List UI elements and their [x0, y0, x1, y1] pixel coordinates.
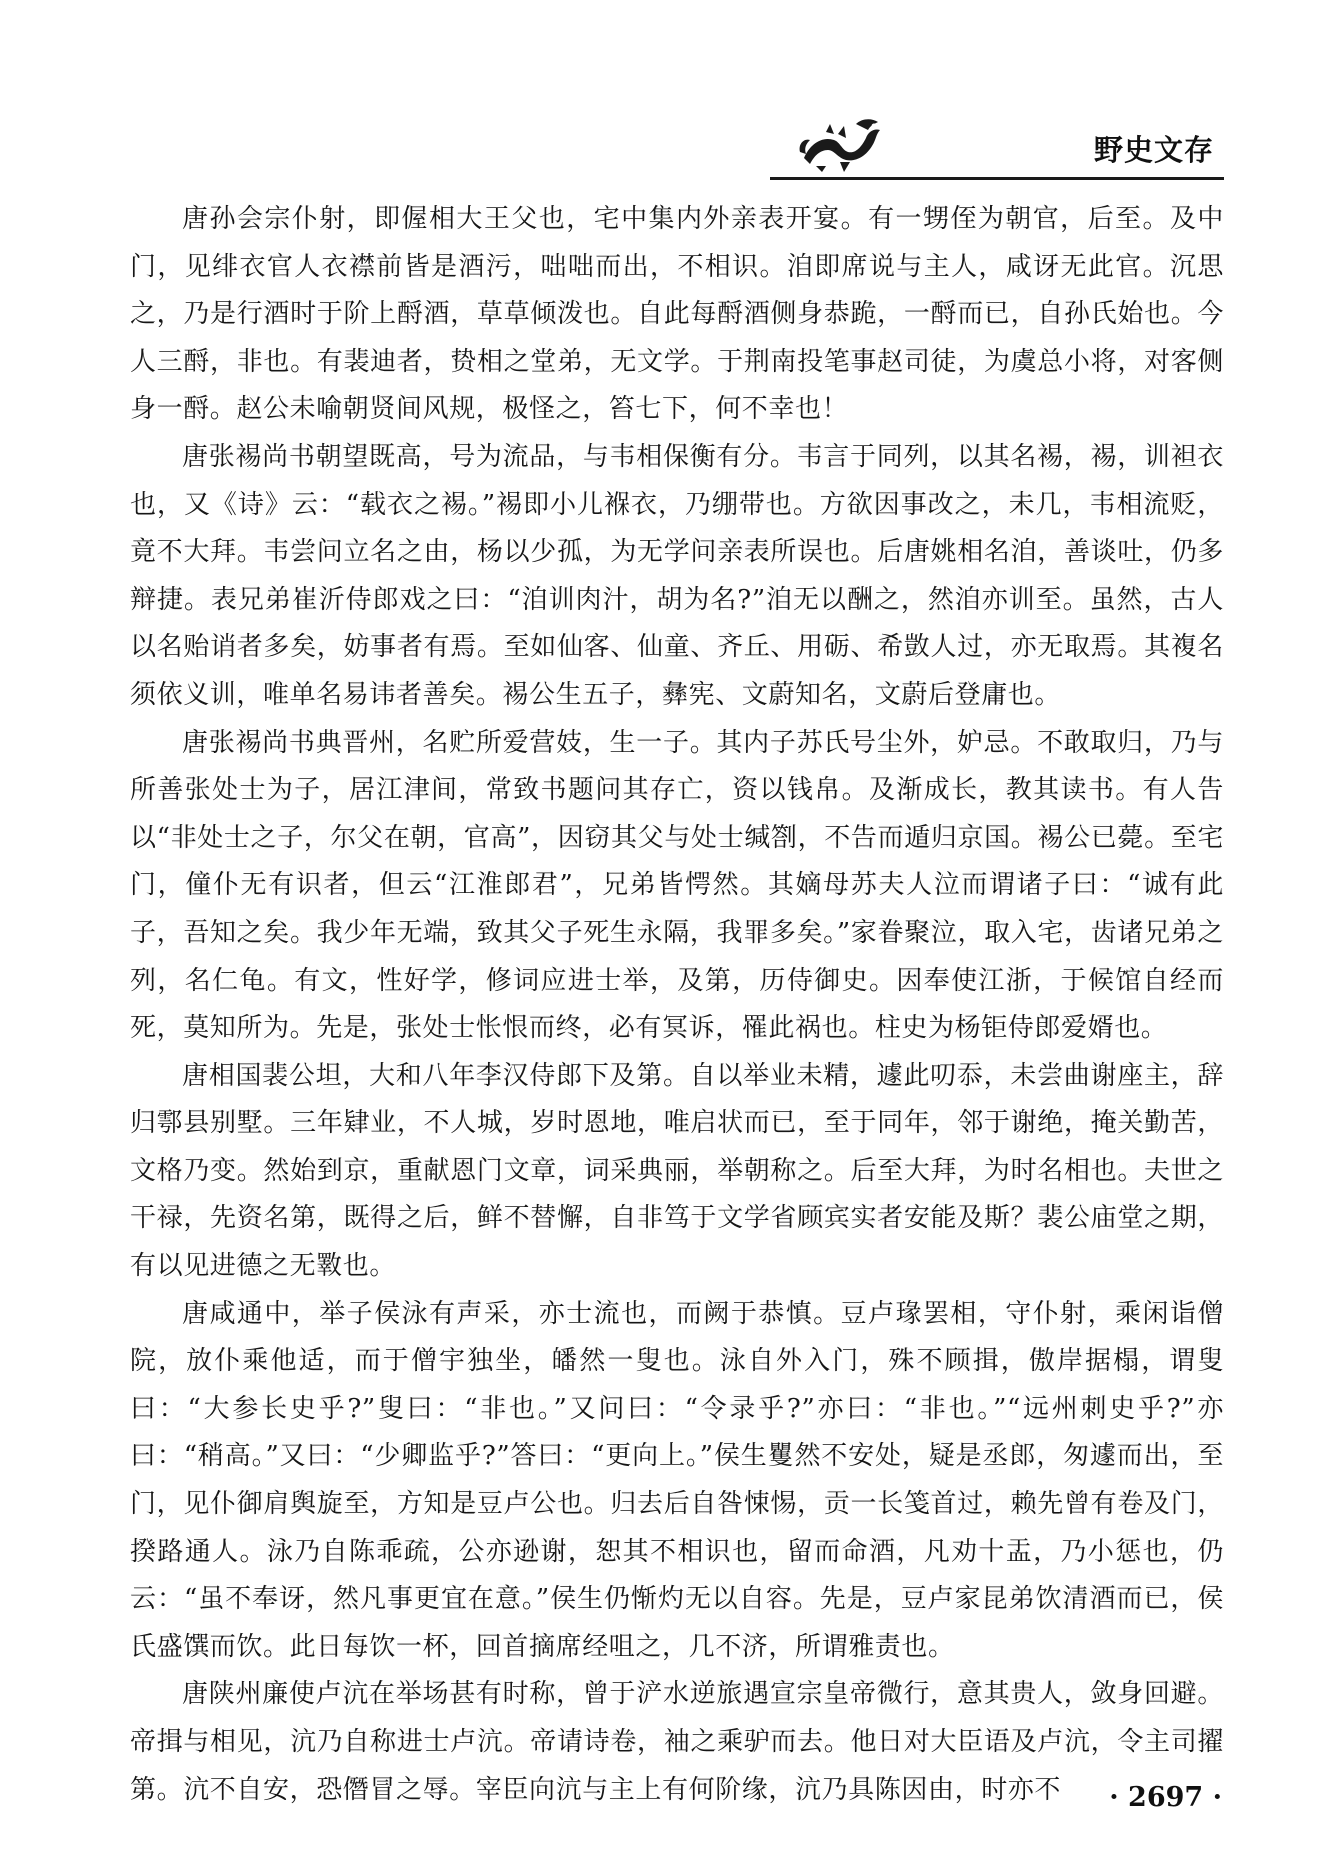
- header-title: 野史文存: [1093, 133, 1214, 167]
- paragraph: 唐陕州廉使卢沆在举场甚有时称，曾于浐水逆旅遇宣宗皇帝微行，意其贵人，敛身回避。帝揖与相见，沆乃自称进士卢沆。帝请诗卷，袖之乘驴而去。他日对大臣语及卢沆，令主司擢第。沆不自安，恐僭冒之辱。宰臣向沆与主上有何阶缘，沆乃具陈因由，时亦不: [130, 1679, 1224, 1805]
- page-number: · 2697 ·: [1109, 1782, 1222, 1813]
- paragraph: 唐相国裴公坦，大和八年李汉侍郎下及第。自以举业未精，遽此叨忝，未尝曲谢座主，辞归鄠县别墅。三年肄业，不人城，岁时恩地，唯启状而已，至于同年，邻于谢绝，掩关勤苦，文格乃变。然始到京，重献恩门文章，词采典丽，举朝称之。后至大拜，为时名相也。夫世之干禄，先资名第，既得之后，鲜不替懈，自非笃于文学省顾宾实者安能及斯？裴公庙堂之期，有以见进德之无斁也。: [130, 1060, 1224, 1282]
- paragraph: 唐孙会宗仆射，即偓相大王父也，宅中集内外亲表开宴。有一甥侄为朝官，后至。及中门，见绯衣官人衣襟前皆是酒污，咄咄而出，不相识。洎即席说与主人，咸讶无此官。沉思之，乃是行酒时于阶上酹酒，草草倾泼也。自此每酹酒侧身恭跪，一酹而已，自孙氏始也。今人三酹，非也。有裴迪者，贽相之堂弟，无文学。于荆南投笔事赵司徒，为虞总小将，对客侧身一酹。赵公未喻朝贤间风规，极怪之，笞七下，何不幸也！: [130, 204, 1224, 425]
- dragon-icon: [796, 114, 888, 176]
- body-text: [130, 196, 1224, 1814]
- header-rule: [770, 177, 1224, 180]
- running-header: [770, 108, 1224, 180]
- paragraph: 唐张裼尚书朝望既高，号为流品，与韦相保衡有分。韦言于同列，以其名裼，裼，训袒衣也，又《诗》云：“载衣之裼。”裼即小儿褓衣，乃绷带也。方欲因事改之，未几，韦相流贬，竟不大拜。韦尝问立名之由，杨以少孤，为无学问亲表所误也。后唐姚相名洎，善谈吐，仍多辩捷。表兄弟崔沂侍郎戏之曰：“洎训肉汁，胡为名?”洎无以酬之，然洎亦训至。虽然，古人以名贻诮者多矣，妨事者有焉。至如仙客、仙童、齐丘、用砺、希敳人过，亦无取焉。其複名须依义训，唯单名易讳者善矣。裼公生五子，彝宪、文蔚知名，文蔚后登庸也。: [130, 441, 1224, 710]
- paragraph: 唐张裼尚书典晋州，名贮所爱营妓，生一子。其内子苏氏号尘外，妒忌。不敢取归，乃与所善张处士为子，居江津间，常致书题问其存亡，资以钱帛。及渐成长，教其读书。有人告以“非处士之子，尔父在朝，官高”，因窃其父与处士缄劄，不告而遁归京国。裼公已薨。至宅门，僮仆无有识者，但云“江淮郎君”，兄弟皆愕然。其嫡母苏夫人泣而谓诸子曰：“诚有此子，吾知之矣。我少年无端，致其父子死生永隔，我罪多矣。”家眷聚泣，取入宅，齿诸兄弟之列，名仁龟。有文，性好学，修词应进士举，及第，历侍御史。因奉使江浙，于候馆自经而死，莫知所为。先是，张处士怅恨而终，必有冥诉，罹此祸也。柱史为杨钜侍郎爱婿也。: [130, 727, 1224, 1044]
- paragraph: 唐咸通中，举子侯泳有声采，亦士流也，而阙于恭慎。豆卢瑑罢相，守仆射，乘闲诣僧院，放仆乘他适，而于僧宇独坐，皤然一叟也。泳自外入门，殊不顾揖，傲岸据榻，谓叟曰：“大参长史乎?”叟曰：“非也。”又问曰：“令录乎?”亦曰：“非也。”“远州刺史乎?”亦曰：“稍高。”又曰：“少卿监乎?”答曰：“更向上。”侯生矍然不安处，疑是丞郎，匆遽而出，至门，见仆御肩舆旋至，方知是豆卢公也。归去后自咎悚惕，贡一长笺首过，赖先曾有卷及门，揆路通人。泳乃自陈乖疏，公亦逊谢，恕其不相识也，留而命酒，凡劝十盂，乃小惩也，仍云：“虽不奉讶，然凡事更宜在意。”侯生仍惭灼无以自容。先是，豆卢家昆弟饮清酒而已，侯氏盛馔而饮。此日每饮一杯，回首摘席经咀之，几不济，所谓雅责也。: [130, 1298, 1224, 1662]
